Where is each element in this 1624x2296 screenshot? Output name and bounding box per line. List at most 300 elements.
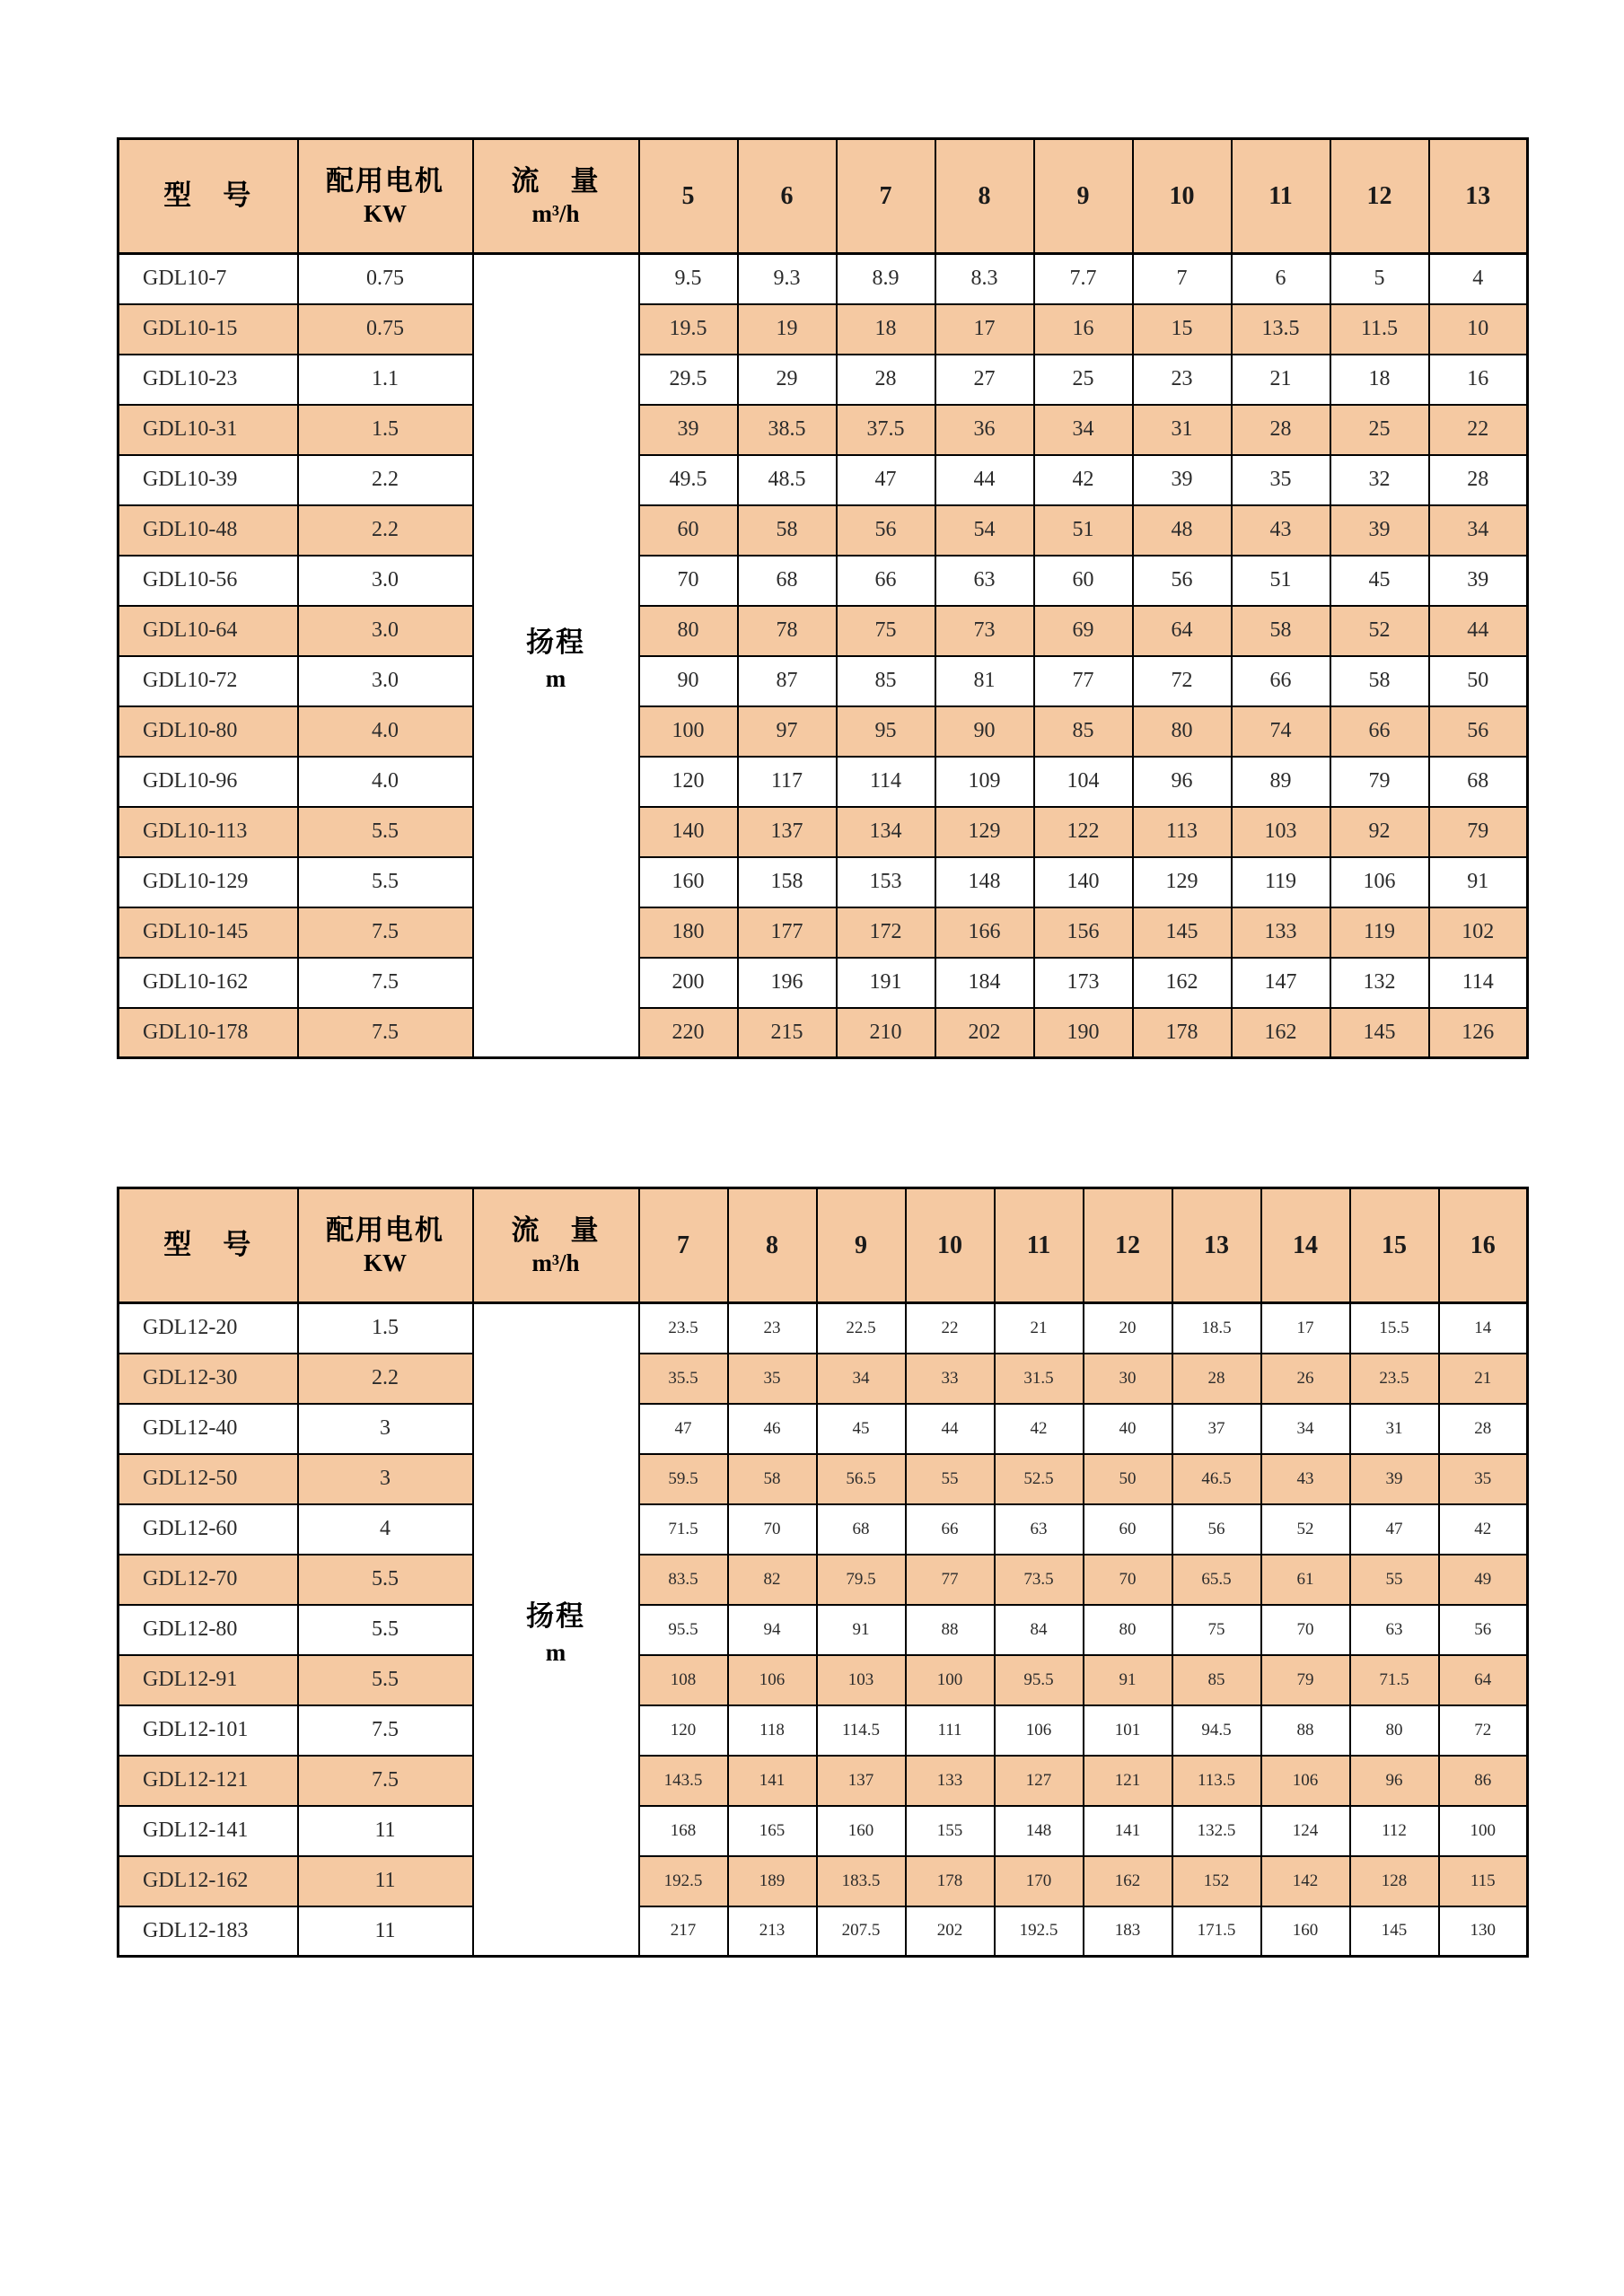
table-row — [119, 857, 1528, 907]
model-cell: GDL12-183 — [119, 1906, 298, 1957]
head-value-cell: 178 — [1133, 1008, 1232, 1058]
flow-value-column-header: 11 — [995, 1188, 1084, 1303]
head-value-cell: 5 — [1330, 254, 1429, 304]
head-value-cell: 72 — [1133, 656, 1232, 706]
model-cell: GDL12-121 — [119, 1756, 298, 1806]
head-value-cell: 113 — [1133, 807, 1232, 857]
head-value-cell: 25 — [1330, 405, 1429, 455]
head-value-cell: 153 — [837, 857, 935, 907]
head-value-cell: 26 — [1261, 1354, 1350, 1404]
head-value-cell: 39 — [1429, 556, 1528, 606]
head-value-cell: 56 — [1439, 1605, 1528, 1655]
head-value-cell: 58 — [728, 1454, 817, 1504]
motor-kw-cell: 1.5 — [298, 1303, 473, 1354]
head-value-cell: 15 — [1133, 304, 1232, 355]
head-value-cell: 18 — [837, 304, 935, 355]
table-row — [119, 1303, 1528, 1354]
flow-value-column-header: 13 — [1172, 1188, 1261, 1303]
model-cell: GDL10-162 — [119, 958, 298, 1008]
table-row — [119, 656, 1528, 706]
head-value-cell: 64 — [1439, 1655, 1528, 1705]
model-cell: GDL10-64 — [119, 606, 298, 656]
head-value-cell: 166 — [935, 907, 1034, 958]
flow-value-column-header: 9 — [817, 1188, 906, 1303]
model-cell: GDL10-80 — [119, 706, 298, 757]
flow-value-column-header: 11 — [1232, 139, 1330, 254]
head-value-cell: 106 — [995, 1705, 1084, 1756]
table-row — [119, 907, 1528, 958]
head-value-cell: 145 — [1330, 1008, 1429, 1058]
head-value-cell: 91 — [817, 1605, 906, 1655]
model-cell: GDL12-20 — [119, 1303, 298, 1354]
head-value-cell: 33 — [906, 1354, 995, 1404]
head-value-cell: 17 — [935, 304, 1034, 355]
head-value-cell: 55 — [906, 1454, 995, 1504]
head-value-cell: 89 — [1232, 757, 1330, 807]
head-value-cell: 21 — [1439, 1354, 1528, 1404]
head-value-cell: 68 — [817, 1504, 906, 1555]
table-row — [119, 405, 1528, 455]
head-value-cell: 22 — [906, 1303, 995, 1354]
flow-header-label: 流 量 — [511, 164, 601, 197]
head-value-cell: 189 — [728, 1856, 817, 1906]
motor-kw-cell: 7.5 — [298, 1756, 473, 1806]
head-value-cell: 103 — [817, 1655, 906, 1705]
head-value-cell: 58 — [1232, 606, 1330, 656]
head-value-cell: 31 — [1350, 1404, 1439, 1454]
head-value-cell: 34 — [817, 1354, 906, 1404]
head-value-cell: 114.5 — [817, 1705, 906, 1756]
head-value-cell: 92 — [1330, 807, 1429, 857]
head-value-cell: 141 — [728, 1756, 817, 1806]
table-row — [119, 1856, 1528, 1906]
head-value-cell: 23 — [728, 1303, 817, 1354]
head-value-cell: 183.5 — [817, 1856, 906, 1906]
table-row — [119, 757, 1528, 807]
head-value-cell: 73 — [935, 606, 1034, 656]
head-value-cell: 8.3 — [935, 254, 1034, 304]
flow-value-column-header: 6 — [738, 139, 837, 254]
model-cell: GDL12-60 — [119, 1504, 298, 1555]
head-value-cell: 213 — [728, 1906, 817, 1957]
head-value-cell: 47 — [639, 1404, 728, 1454]
head-value-cell: 82 — [728, 1555, 817, 1605]
head-value-cell: 42 — [1439, 1504, 1528, 1555]
head-value-cell: 47 — [1350, 1504, 1439, 1555]
head-value-cell: 31.5 — [995, 1354, 1084, 1404]
head-value-cell: 121 — [1084, 1756, 1172, 1806]
head-value-cell: 22 — [1429, 405, 1528, 455]
head-value-cell: 156 — [1034, 907, 1133, 958]
motor-kw-cell: 3 — [298, 1454, 473, 1504]
flow-value-column-header: 12 — [1330, 139, 1429, 254]
table-row — [119, 1605, 1528, 1655]
head-value-cell: 133 — [1232, 907, 1330, 958]
head-value-cell: 4 — [1429, 254, 1528, 304]
head-value-cell: 37.5 — [837, 405, 935, 455]
motor-kw-cell: 5.5 — [298, 857, 473, 907]
head-value-cell: 51 — [1034, 505, 1133, 556]
head-value-cell: 140 — [1034, 857, 1133, 907]
header-row — [119, 139, 1528, 254]
head-value-cell: 202 — [935, 1008, 1034, 1058]
head-value-cell: 63 — [995, 1504, 1084, 1555]
head-value-cell: 129 — [935, 807, 1034, 857]
model-header-label: 型 号 — [163, 1229, 253, 1261]
head-value-cell: 28 — [1232, 405, 1330, 455]
head-value-cell: 21 — [995, 1303, 1084, 1354]
head-value-cell: 70 — [728, 1504, 817, 1555]
motor-header-label: 配用电机 — [326, 1214, 444, 1246]
head-value-cell: 18 — [1330, 355, 1429, 405]
head-value-cell: 160 — [1261, 1906, 1350, 1957]
motor-column-header — [298, 139, 473, 254]
model-cell: GDL10-23 — [119, 355, 298, 405]
head-value-cell: 79 — [1261, 1655, 1350, 1705]
head-value-cell: 162 — [1133, 958, 1232, 1008]
head-value-cell: 46 — [728, 1404, 817, 1454]
head-value-cell: 111 — [906, 1705, 995, 1756]
head-value-cell: 52 — [1261, 1504, 1350, 1555]
head-value-cell: 60 — [639, 505, 738, 556]
head-value-cell: 112 — [1350, 1806, 1439, 1856]
head-value-cell: 43 — [1232, 505, 1330, 556]
motor-kw-cell: 11 — [298, 1806, 473, 1856]
table-row — [119, 1806, 1528, 1856]
head-value-cell: 52 — [1330, 606, 1429, 656]
head-value-cell: 207.5 — [817, 1906, 906, 1957]
head-value-cell: 100 — [1439, 1806, 1528, 1856]
head-value-cell: 184 — [935, 958, 1034, 1008]
head-value-cell: 148 — [935, 857, 1034, 907]
head-value-cell: 51 — [1232, 556, 1330, 606]
model-cell: GDL12-101 — [119, 1705, 298, 1756]
head-value-cell: 103 — [1232, 807, 1330, 857]
table-row — [119, 254, 1528, 304]
model-cell: GDL10-178 — [119, 1008, 298, 1058]
model-cell: GDL10-129 — [119, 857, 298, 907]
head-value-cell: 27 — [935, 355, 1034, 405]
motor-kw-cell: 11 — [298, 1906, 473, 1957]
head-value-cell: 21 — [1232, 355, 1330, 405]
head-value-cell: 141 — [1084, 1806, 1172, 1856]
head-value-cell: 28 — [1172, 1354, 1261, 1404]
head-value-cell: 7 — [1133, 254, 1232, 304]
head-value-cell: 88 — [906, 1605, 995, 1655]
head-value-cell: 19.5 — [639, 304, 738, 355]
head-value-cell: 28 — [837, 355, 935, 405]
head-value-cell: 96 — [1350, 1756, 1439, 1806]
head-value-cell: 127 — [995, 1756, 1084, 1806]
head-value-cell: 158 — [738, 857, 837, 907]
head-value-cell: 128 — [1350, 1856, 1439, 1906]
head-value-cell: 65.5 — [1172, 1555, 1261, 1605]
head-value-cell: 217 — [639, 1906, 728, 1957]
head-value-cell: 32 — [1330, 455, 1429, 505]
head-value-cell: 20 — [1084, 1303, 1172, 1354]
head-value-cell: 119 — [1330, 907, 1429, 958]
head-value-cell: 94 — [728, 1605, 817, 1655]
head-value-cell: 30 — [1084, 1354, 1172, 1404]
table-row — [119, 807, 1528, 857]
head-value-cell: 119 — [1232, 857, 1330, 907]
head-value-cell: 43 — [1261, 1454, 1350, 1504]
head-value-cell: 44 — [906, 1404, 995, 1454]
head-value-cell: 18.5 — [1172, 1303, 1261, 1354]
head-value-cell: 101 — [1084, 1705, 1172, 1756]
table-row — [119, 505, 1528, 556]
motor-kw-cell: 3.0 — [298, 606, 473, 656]
head-value-cell: 80 — [1084, 1605, 1172, 1655]
head-value-cell: 29.5 — [639, 355, 738, 405]
model-column-header — [119, 1188, 298, 1303]
head-value-cell: 48.5 — [738, 455, 837, 505]
head-value-cell: 122 — [1034, 807, 1133, 857]
head-value-cell: 39 — [639, 405, 738, 455]
head-value-cell: 10 — [1429, 304, 1528, 355]
table-row — [119, 1756, 1528, 1806]
head-value-cell: 22.5 — [817, 1303, 906, 1354]
head-value-cell: 44 — [935, 455, 1034, 505]
head-value-cell: 173 — [1034, 958, 1133, 1008]
head-value-cell: 75 — [1172, 1605, 1261, 1655]
head-value-cell: 147 — [1232, 958, 1330, 1008]
flow-value-column-header: 8 — [935, 139, 1034, 254]
head-value-cell: 87 — [738, 656, 837, 706]
head-value-cell: 118 — [728, 1705, 817, 1756]
flow-header-unit: m³/h — [531, 199, 580, 227]
head-value-cell: 6 — [1232, 254, 1330, 304]
head-value-cell: 61 — [1261, 1555, 1350, 1605]
head-value-cell: 140 — [639, 807, 738, 857]
head-value-cell: 56 — [1133, 556, 1232, 606]
head-value-cell: 168 — [639, 1806, 728, 1856]
head-value-cell: 70 — [1261, 1605, 1350, 1655]
head-value-cell: 177 — [738, 907, 837, 958]
head-value-cell: 19 — [738, 304, 837, 355]
head-value-cell: 39 — [1350, 1454, 1439, 1504]
head-value-cell: 108 — [639, 1655, 728, 1705]
motor-kw-cell: 5.5 — [298, 807, 473, 857]
head-value-cell: 56 — [1172, 1504, 1261, 1555]
head-value-cell: 85 — [1172, 1655, 1261, 1705]
flow-value-column-header: 10 — [906, 1188, 995, 1303]
model-cell: GDL10-39 — [119, 455, 298, 505]
model-cell: GDL10-7 — [119, 254, 298, 304]
motor-kw-cell: 7.5 — [298, 958, 473, 1008]
head-value-cell: 202 — [906, 1906, 995, 1957]
model-cell: GDL12-50 — [119, 1454, 298, 1504]
head-value-cell: 137 — [817, 1756, 906, 1806]
head-value-cell: 14 — [1439, 1303, 1528, 1354]
model-cell: GDL12-141 — [119, 1806, 298, 1856]
model-cell: GDL12-91 — [119, 1655, 298, 1705]
table-row — [119, 1655, 1528, 1705]
table-row — [119, 1454, 1528, 1504]
table-row — [119, 1555, 1528, 1605]
head-value-cell: 49 — [1439, 1555, 1528, 1605]
head-value-cell: 132 — [1330, 958, 1429, 1008]
head-value-cell: 80 — [1350, 1705, 1439, 1756]
head-value-cell: 64 — [1133, 606, 1232, 656]
head-value-cell: 94.5 — [1172, 1705, 1261, 1756]
motor-header-label: 配用电机 — [326, 164, 444, 197]
head-value-cell: 102 — [1429, 907, 1528, 958]
head-value-cell: 130 — [1439, 1906, 1528, 1957]
flow-value-column-header: 5 — [639, 139, 738, 254]
table-row — [119, 556, 1528, 606]
head-value-cell: 69 — [1034, 606, 1133, 656]
head-value-cell: 137 — [738, 807, 837, 857]
head-value-cell: 192.5 — [639, 1856, 728, 1906]
head-value-cell: 100 — [906, 1655, 995, 1705]
head-value-cell: 84 — [995, 1605, 1084, 1655]
head-value-cell: 66 — [906, 1504, 995, 1555]
flow-column-header — [473, 1188, 639, 1303]
head-value-cell: 162 — [1084, 1856, 1172, 1906]
head-value-cell: 52.5 — [995, 1454, 1084, 1504]
head-value-cell: 23 — [1133, 355, 1232, 405]
head-value-cell: 66 — [1232, 656, 1330, 706]
model-cell: GDL12-40 — [119, 1404, 298, 1454]
head-value-cell: 142 — [1261, 1856, 1350, 1906]
head-value-cell: 124 — [1261, 1806, 1350, 1856]
table-row — [119, 1504, 1528, 1555]
head-value-cell: 31 — [1133, 405, 1232, 455]
flow-column-header — [473, 139, 639, 254]
head-value-cell: 8.9 — [837, 254, 935, 304]
motor-header-unit: KW — [363, 1249, 407, 1276]
table-row — [119, 304, 1528, 355]
head-value-cell: 114 — [1429, 958, 1528, 1008]
head-value-cell: 183 — [1084, 1906, 1172, 1957]
head-value-cell: 80 — [639, 606, 738, 656]
model-cell: GDL12-80 — [119, 1605, 298, 1655]
flow-value-column-header: 14 — [1261, 1188, 1350, 1303]
head-value-cell: 83.5 — [639, 1555, 728, 1605]
head-value-cell: 66 — [1330, 706, 1429, 757]
head-value-cell: 39 — [1330, 505, 1429, 556]
head-value-cell: 56.5 — [817, 1454, 906, 1504]
model-cell: GDL12-162 — [119, 1856, 298, 1906]
head-value-cell: 35.5 — [639, 1354, 728, 1404]
head-value-cell: 79 — [1429, 807, 1528, 857]
motor-kw-cell: 2.2 — [298, 505, 473, 556]
head-value-cell: 42 — [1034, 455, 1133, 505]
head-merged-cell — [473, 1303, 639, 1957]
head-value-cell: 81 — [935, 656, 1034, 706]
flow-value-column-header: 15 — [1350, 1188, 1439, 1303]
head-value-cell: 47 — [837, 455, 935, 505]
flow-header-unit: m³/h — [531, 1249, 580, 1276]
table-row — [119, 706, 1528, 757]
head-value-cell: 23.5 — [639, 1303, 728, 1354]
head-value-cell: 77 — [1034, 656, 1133, 706]
head-value-cell: 15.5 — [1350, 1303, 1439, 1354]
motor-kw-cell: 0.75 — [298, 254, 473, 304]
model-cell: GDL10-96 — [119, 757, 298, 807]
model-cell: GDL10-113 — [119, 807, 298, 857]
head-value-cell: 50 — [1429, 656, 1528, 706]
head-value-cell: 85 — [1034, 706, 1133, 757]
head-value-cell: 16 — [1429, 355, 1528, 405]
head-value-cell: 58 — [738, 505, 837, 556]
flow-value-column-header: 7 — [837, 139, 935, 254]
head-value-cell: 45 — [817, 1404, 906, 1454]
head-value-cell: 106 — [728, 1655, 817, 1705]
motor-kw-cell: 4 — [298, 1504, 473, 1555]
head-value-cell: 145 — [1133, 907, 1232, 958]
motor-column-header — [298, 1188, 473, 1303]
head-value-cell: 160 — [639, 857, 738, 907]
motor-kw-cell: 4.0 — [298, 757, 473, 807]
head-value-cell: 13.5 — [1232, 304, 1330, 355]
model-column-header — [119, 139, 298, 254]
head-value-cell: 63 — [1350, 1605, 1439, 1655]
motor-kw-cell: 7.5 — [298, 1008, 473, 1058]
head-value-cell: 72 — [1439, 1705, 1528, 1756]
head-value-cell: 68 — [1429, 757, 1528, 807]
head-value-cell: 133 — [906, 1756, 995, 1806]
head-value-cell: 97 — [738, 706, 837, 757]
model-cell: GDL12-70 — [119, 1555, 298, 1605]
motor-kw-cell: 5.5 — [298, 1555, 473, 1605]
head-unit: m — [545, 1638, 566, 1666]
head-value-cell: 180 — [639, 907, 738, 958]
head-value-cell: 114 — [837, 757, 935, 807]
head-value-cell: 28 — [1439, 1404, 1528, 1454]
head-value-cell: 170 — [995, 1856, 1084, 1906]
motor-kw-cell: 2.2 — [298, 455, 473, 505]
head-value-cell: 17 — [1261, 1303, 1350, 1354]
head-value-cell: 145 — [1350, 1906, 1439, 1957]
head-value-cell: 74 — [1232, 706, 1330, 757]
motor-kw-cell: 2.2 — [298, 1354, 473, 1404]
flow-value-column-header: 9 — [1034, 139, 1133, 254]
motor-kw-cell: 3.0 — [298, 556, 473, 606]
head-value-cell: 80 — [1133, 706, 1232, 757]
head-value-cell: 70 — [639, 556, 738, 606]
head-value-cell: 73.5 — [995, 1555, 1084, 1605]
head-value-cell: 23.5 — [1350, 1354, 1439, 1404]
head-value-cell: 71.5 — [1350, 1655, 1439, 1705]
head-value-cell: 34 — [1034, 405, 1133, 455]
head-value-cell: 35 — [1439, 1454, 1528, 1504]
head-value-cell: 29 — [738, 355, 837, 405]
head-value-cell: 7.7 — [1034, 254, 1133, 304]
head-value-cell: 34 — [1429, 505, 1528, 556]
head-value-cell: 152 — [1172, 1856, 1261, 1906]
head-value-cell: 38.5 — [738, 405, 837, 455]
model-cell: GDL12-30 — [119, 1354, 298, 1404]
head-value-cell: 16 — [1034, 304, 1133, 355]
motor-kw-cell: 5.5 — [298, 1655, 473, 1705]
head-value-cell: 46.5 — [1172, 1454, 1261, 1504]
table-row — [119, 958, 1528, 1008]
motor-kw-cell: 1.1 — [298, 355, 473, 405]
head-value-cell: 71.5 — [639, 1504, 728, 1555]
head-value-cell: 171.5 — [1172, 1906, 1261, 1957]
head-value-cell: 56 — [837, 505, 935, 556]
head-value-cell: 85 — [837, 656, 935, 706]
motor-header-unit: KW — [363, 199, 407, 227]
flow-value-column-header: 13 — [1429, 139, 1528, 254]
head-value-cell: 91 — [1084, 1655, 1172, 1705]
head-value-cell: 40 — [1084, 1404, 1172, 1454]
flow-header-label: 流 量 — [511, 1214, 601, 1246]
head-value-cell: 178 — [906, 1856, 995, 1906]
head-value-cell: 45 — [1330, 556, 1429, 606]
